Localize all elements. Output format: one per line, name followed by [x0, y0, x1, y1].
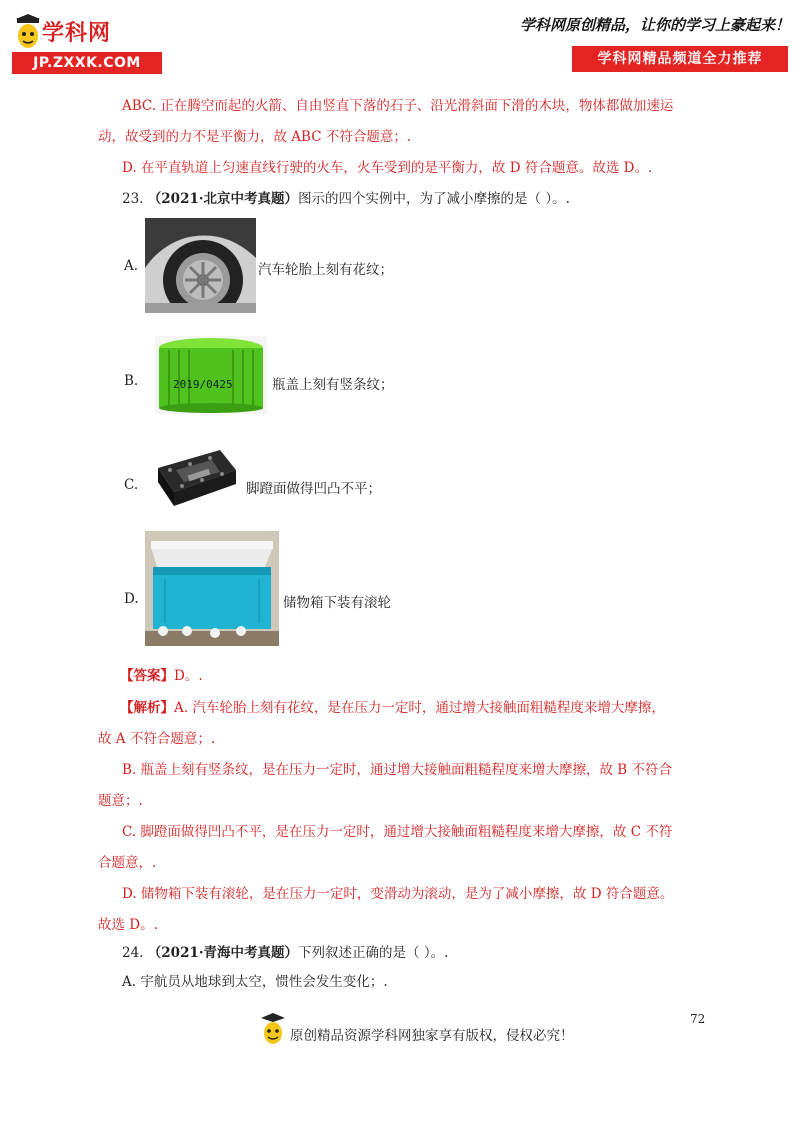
question-source: （2021·青海中考真题） [147, 945, 299, 961]
option-a-text: 汽车轮胎上刻有花纹； [258, 262, 393, 278]
option-b-text: 瓶盖上刻有竖条纹； [272, 377, 394, 393]
question-24-option-a: A. 宇航员从地球到太空，惯性会发生变化；. [122, 974, 388, 990]
analysis-line-3: B. 瓶盖上刻有竖条纹，是在压力一定时，通过增大接触面粗糙程度来增大摩擦，故 B 不符合 [122, 762, 673, 778]
option-c-label: C. [124, 477, 139, 493]
option-d-text: 储物箱下装有滚轮 [283, 595, 391, 611]
q22-line-2: 动，故受到的力不是平衡力，故 ABC 不符合题意；. [98, 129, 412, 145]
q22-line-3: D. 在平直轨道上匀速直线行驶的火车，火车受到的是平衡力，故 D 符合题意。故选 D。. [122, 160, 653, 176]
storage-box-photo [145, 531, 279, 646]
cap-print: 2019/0425 [173, 378, 233, 391]
site-logo[interactable] [12, 12, 162, 74]
analysis-line-8: 故选 D。. [98, 917, 158, 933]
analysis-line-5: C. 脚蹬面做得凹凸不平，是在压力一定时，通过增大接触面粗糙程度来增大摩擦，故 C 不符 [122, 824, 673, 840]
option-a-label: A. [124, 258, 139, 274]
analysis-line-6: 合题意，. [98, 855, 157, 871]
analysis-line-4: 题意；. [98, 793, 143, 809]
answer-value: D。. [174, 668, 203, 684]
header-slogan: 学科网原创精品，让你的学习上豪起来！ [519, 16, 790, 34]
question-23-stem [122, 189, 570, 209]
mascot-icon [14, 14, 42, 50]
page-number: 72 [690, 1012, 706, 1026]
pedal-icon [150, 446, 242, 511]
question-stem: 下列叙述正确的是（ ）。. [298, 945, 449, 961]
question-number: 24. [122, 945, 144, 961]
question-number: 23. [122, 191, 144, 207]
storage-box-icon [145, 531, 279, 646]
answer-label: 【答案】 [120, 668, 174, 684]
option-b-label: B. [124, 373, 139, 389]
bottle-cap-icon [155, 336, 267, 414]
tire-icon [145, 218, 256, 313]
footer-copyright: 原创精品资源学科网独家享有版权，侵权必究！ [290, 1028, 574, 1044]
analysis-line-7: D. 储物箱下装有滚轮，是在压力一定时，变滑动为滚动，是为了减小摩擦，故 D 符合题意。 [122, 886, 674, 902]
analysis-line-2: 故 A 不符合题意；. [98, 731, 216, 747]
analysis-label: 【解析】 [120, 700, 174, 716]
analysis-line-1: 【解析】A. 汽车轮胎上刻有花纹，是在压力一定时，通过增大接触面粗糙程度来增大摩擦， [120, 700, 665, 716]
question-24-stem [122, 943, 448, 963]
option-d-label: D. [124, 591, 139, 607]
q22-line-1: ABC. 正在腾空而起的火箭、自由竖直下落的石子、沿光滑斜面下滑的木块，物体都做加速运 [122, 98, 674, 114]
logo-url-banner: JP.ZXXK.COM [12, 52, 162, 74]
logo-title: 学科网 [42, 21, 112, 46]
bicycle-pedal-photo [150, 446, 242, 511]
tire-photo [145, 218, 256, 313]
question-source: （2021·北京中考真题） [147, 191, 299, 207]
footer-mascot-icon [260, 1012, 286, 1046]
answer-line [120, 666, 203, 686]
bottle-cap-photo [155, 336, 267, 414]
option-c-text: 脚蹬面做得凹凸不平； [246, 481, 381, 497]
question-stem: 图示的四个实例中，为了减小摩擦的是（ ）。. [298, 191, 570, 207]
channel-banner: 学科网精品频道全力推荐 [572, 46, 788, 72]
